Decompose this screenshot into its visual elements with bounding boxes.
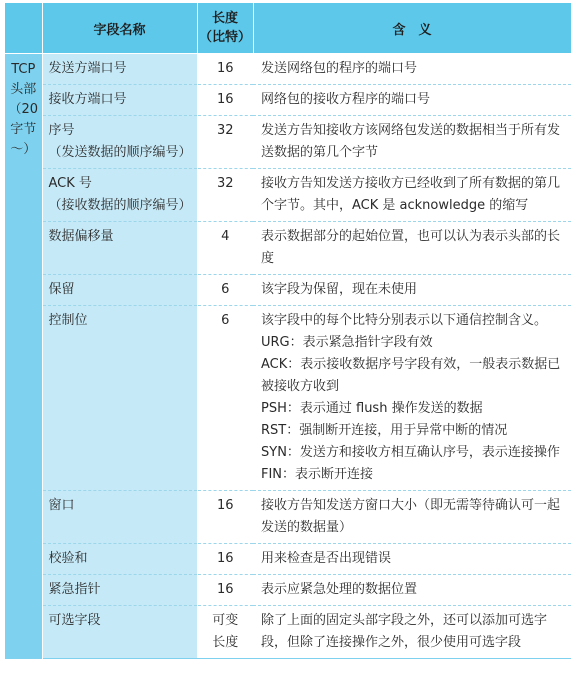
field-length-text: 32 [216, 123, 234, 138]
field-description-cell [253, 575, 571, 606]
field-name-text: （发送数据的顺序编号） [48, 145, 192, 160]
field-name-text: 序号 [48, 123, 75, 138]
field-length-text: 4 [221, 229, 230, 244]
field-description-text: 用来检查是否出现错误 [261, 551, 392, 566]
field-name-text: 发送方端口号 [48, 61, 127, 76]
header-meaning: 含 义 [253, 3, 571, 54]
field-name-text: 控制位 [48, 313, 88, 328]
field-description-text: ACK：表示接收数据序号字段有效，一般表示数据已被接收方收到 [261, 357, 561, 394]
field-name-text: 校验和 [48, 551, 88, 566]
field-name-text: 可选字段 [48, 613, 101, 628]
field-description-text: PSH：表示通过 flush 操作发送的数据 [261, 401, 483, 416]
header-length-line2: （比特） [198, 30, 251, 45]
table-row [5, 54, 571, 85]
table-row [5, 275, 571, 306]
field-name-text: 保留 [48, 282, 75, 297]
group-label-line: TCP [11, 62, 36, 77]
field-name-cell [42, 544, 197, 575]
field-length-text: 16 [216, 498, 234, 513]
table-row [5, 169, 571, 222]
field-length-cell [197, 54, 253, 85]
table-row [5, 606, 571, 659]
field-description-text: 接收方告知发送方窗口大小（即无需等待确认可一起发送的数据量） [261, 498, 561, 535]
field-length-text: 32 [216, 176, 234, 191]
field-name-cell [42, 54, 197, 85]
table-row [5, 306, 571, 491]
field-description-cell [253, 54, 571, 85]
field-description-text: URG：表示紧急指针字段有效 [261, 335, 433, 350]
field-length-text: 6 [221, 313, 230, 328]
field-description-text: FIN：表示断开连接 [261, 467, 374, 482]
field-length-text: 16 [216, 582, 234, 597]
header-field-name: 字段名称 [42, 3, 197, 54]
field-name-cell [42, 606, 197, 659]
field-description-text: 表示应紧急处理的数据位置 [261, 582, 418, 597]
field-name-text: （接收数据的顺序编号） [48, 198, 192, 213]
field-name-text: 紧急指针 [48, 582, 101, 597]
field-name-text: 接收方端口号 [48, 92, 127, 107]
field-length-text: 16 [216, 92, 234, 107]
field-name-text: 数据偏移量 [48, 229, 114, 244]
header-blank-cell [5, 3, 42, 54]
field-name-text: ACK 号 [48, 176, 92, 191]
field-description-cell [253, 606, 571, 659]
field-length-cell [197, 606, 253, 659]
field-name-cell [42, 116, 197, 169]
field-length-cell [197, 544, 253, 575]
group-label-line: ～） [10, 142, 37, 157]
field-length-cell [197, 169, 253, 222]
header-length-line1: 长度 [211, 11, 238, 26]
field-name-cell [42, 169, 197, 222]
field-description-text: 接收方告知发送方接收方已经收到了所有数据的第几个字节。其中，ACK 是 acknowledge 的缩写 [261, 176, 561, 213]
field-description-text: 除了上面的固定头部字段之外，还可以添加可选字段，但除了连接操作之外，很少使用可选字段 [261, 613, 548, 650]
field-name-cell [42, 491, 197, 544]
field-length-text: 16 [216, 61, 234, 76]
field-description-text: SYN：发送方和接收方相互确认序号，表示连接操作 [261, 445, 560, 460]
field-description-text: 发送方告知接收方该网络包发送的数据相当于所有发送数据的第几个字节 [261, 123, 561, 160]
field-description-text: 该字段为保留，现在未使用 [261, 282, 418, 297]
field-length-text: 长度 [212, 635, 239, 650]
table-row [5, 85, 571, 116]
field-length-cell [197, 116, 253, 169]
field-length-text: 6 [221, 282, 230, 297]
field-description-cell [253, 275, 571, 306]
field-description-cell [253, 544, 571, 575]
field-length-cell [197, 85, 253, 116]
field-length-cell [197, 222, 253, 275]
group-label-line: 头部 [10, 82, 37, 97]
field-description-cell [253, 222, 571, 275]
field-length-cell [197, 306, 253, 491]
field-length-text: 可变 [212, 613, 239, 628]
field-name-cell [42, 306, 197, 491]
field-description-cell [253, 169, 571, 222]
field-description-text: 发送网络包的程序的端口号 [261, 61, 418, 76]
table-header-row [5, 3, 571, 54]
field-name-cell [42, 222, 197, 275]
group-label-line: （20 [8, 102, 39, 117]
field-description-text: 网络包的接收方程序的端口号 [261, 92, 431, 107]
table-row [5, 491, 571, 544]
field-description-text: 表示数据部分的起始位置，也可以认为表示头部的长度 [261, 229, 561, 266]
field-description-text: 该字段中的每个比特分别表示以下通信控制含义。 [261, 313, 548, 328]
field-description-cell [253, 116, 571, 169]
field-description-text: RST：强制断开连接，用于异常中断的情况 [261, 423, 508, 438]
field-length-cell [197, 491, 253, 544]
tcp-header-table [5, 3, 572, 659]
field-name-text: 窗口 [48, 498, 75, 513]
field-length-cell [197, 275, 253, 306]
field-description-cell [253, 306, 571, 491]
table-body [5, 54, 571, 659]
field-name-cell [42, 275, 197, 306]
tcp-header-group-label [5, 54, 42, 659]
table-row [5, 575, 571, 606]
group-label-line: 字节 [10, 122, 37, 137]
field-description-cell [253, 85, 571, 116]
table-row [5, 544, 571, 575]
header-length [197, 3, 253, 54]
field-name-cell [42, 575, 197, 606]
field-length-cell [197, 575, 253, 606]
field-description-cell [253, 491, 571, 544]
field-length-text: 16 [216, 551, 234, 566]
table-row [5, 116, 571, 169]
table-row [5, 222, 571, 275]
field-name-cell [42, 85, 197, 116]
